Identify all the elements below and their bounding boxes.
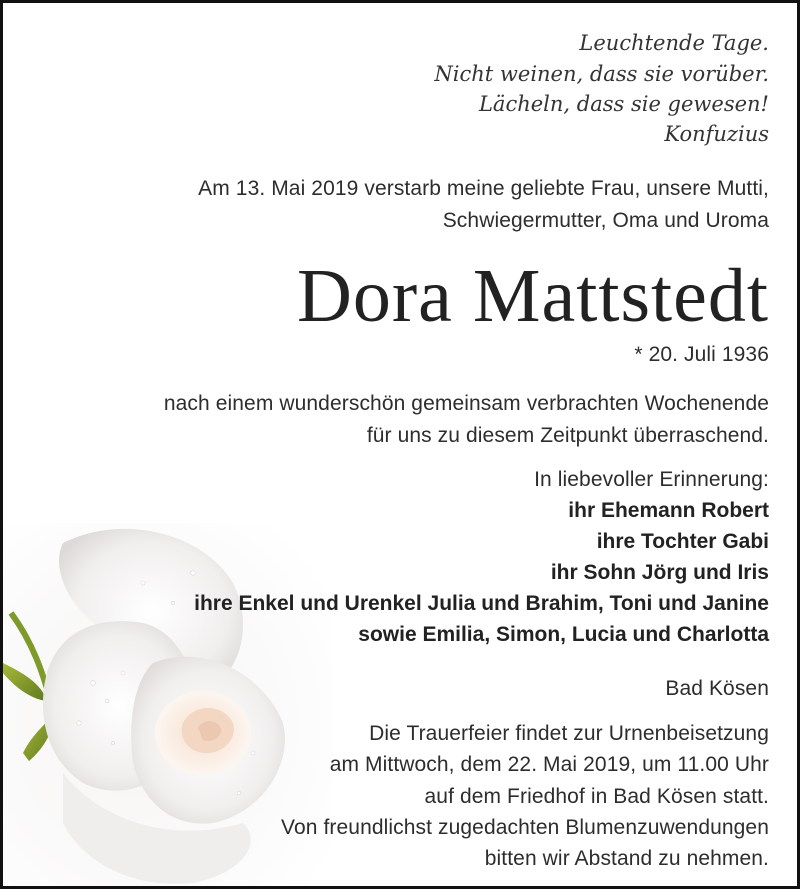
- mourner-name: ihr Ehemann Robert: [568, 499, 769, 522]
- circumstance-line: für uns zu diesem Zeitpunkt überraschend.: [366, 424, 769, 447]
- quote-line: Leuchtende Tage.: [579, 31, 769, 55]
- quote-line: Nicht weinen, dass sie vorüber.: [434, 62, 769, 86]
- deceased-name: Dora Mattstedt: [296, 254, 769, 338]
- intro-line: Am 13. Mai 2019 verstarb meine geliebte Frau, unsere Mutti,: [198, 177, 769, 200]
- mourner-name: ihre Tochter Gabi: [596, 530, 769, 553]
- funeral-line: am Mittwoch, dem 22. Mai 2019, um 11.00 Uhr: [329, 753, 769, 776]
- funeral-line: Die Trauerfeier findet zur Urnenbeisetzung: [369, 722, 769, 745]
- funeral-line: Von freundlichst zugedachten Blumenzuwendungen: [281, 816, 769, 839]
- mourner-name: ihr Sohn Jörg und Iris: [550, 561, 769, 584]
- funeral-line: bitten wir Abstand zu nehmen.: [484, 847, 769, 870]
- intro-line: Schwiegermutter, Oma und Uroma: [442, 209, 769, 232]
- place-name: Bad Kösen: [665, 677, 769, 700]
- mourners-heading: In liebevoller Erinnerung:: [534, 468, 769, 491]
- birth-date: * 20. Juli 1936: [634, 343, 769, 366]
- mourner-name: ihre Enkel und Urenkel Julia und Brahim, Toni und Janine: [194, 592, 769, 615]
- quote-line: Lächeln, dass sie gewesen!: [478, 92, 769, 116]
- funeral-line: auf dem Friedhof in Bad Kösen statt.: [424, 785, 769, 808]
- quote-author: Konfuzius: [664, 122, 769, 146]
- mourner-name: sowie Emilia, Simon, Lucia und Charlotta: [358, 623, 769, 646]
- circumstance-line: nach einem wunderschön gemeinsam verbrachten Wochenende: [163, 392, 769, 415]
